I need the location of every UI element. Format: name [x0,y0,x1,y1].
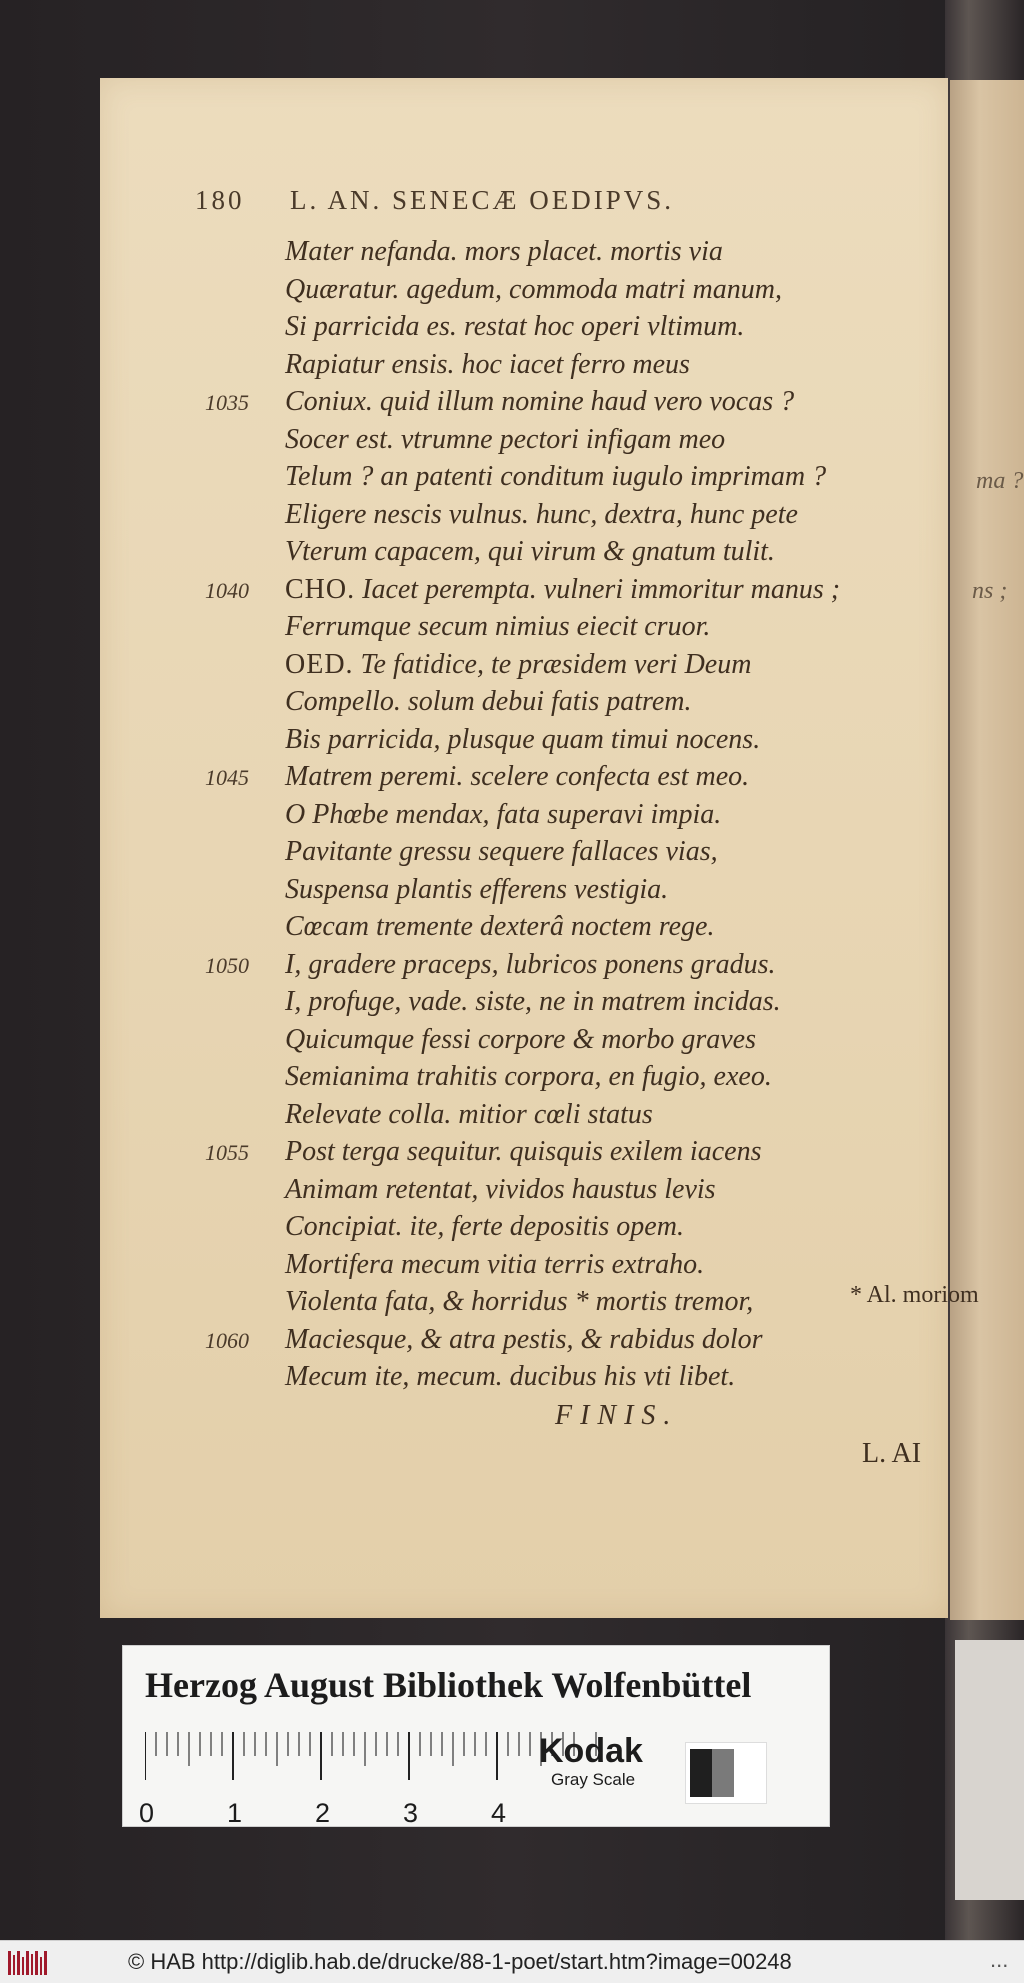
ruler-label: 0 [139,1798,155,1828]
verse-text: Quicumque fessi corpore & morbo graves [285,1024,757,1055]
verse-text: Si parricida es. restat hoc operi vltimum. [285,311,745,342]
verse-line [285,1249,704,1285]
line-number: 1040 [205,578,249,603]
margin-note: * Al. moriom [850,1282,979,1308]
adjacent-page-edge [950,80,1024,1620]
verse-text: Socer est. vtrumne pectori infigam meo [285,424,726,455]
verse-text: Bis parricida, plusque quam timui nocens. [285,724,761,755]
verse-text: O Phœbe mendax, fata superavi impia. [285,799,722,830]
verse-line [285,1061,772,1097]
verse-text: Concipiat. ite, ferte depositis opem. [285,1211,684,1242]
institution-name: Herzog August Bibliothek Wolfenbüttel [145,1665,752,1705]
line-number: 1055 [205,1140,249,1165]
kodak-logo: Kodak [539,1732,643,1770]
adjacent-fragment: ns ; [972,578,1008,604]
verse-text: Te fatidice, te præsidem veri Deum [360,649,752,680]
verse-line [285,236,723,272]
verse-line [285,499,798,535]
color-scale-card [122,1645,830,1827]
verse-line [285,349,690,385]
swatch-white [734,1749,760,1797]
verse-text: Maciesque, & atra pestis, & rabidus dolor [285,1324,763,1355]
verse-text: Compello. solum debui fatis patrem. [285,686,692,717]
verse-line [285,574,840,610]
ruler-label: 2 [315,1798,331,1828]
verse-line [285,761,749,797]
verse-text: Violenta fata, & horridus * mortis tremor, [285,1286,754,1317]
verse-text: Iacet perempta. vulneri immoritur manus ; [362,574,841,605]
ruler-label: 4 [491,1798,507,1828]
verse-text: Suspensa plantis efferens vestigia. [285,874,669,905]
verse-text: Quæratur. agedum, commoda matri manum, [285,274,782,305]
ruler-minor-ticks [156,1732,596,1766]
verse-text: Vterum capacem, qui virum & gnatum tulit. [285,536,775,567]
verse-text: Coniux. quid illum nomine haud vero vocas ? [285,386,795,417]
verse-line [285,1324,763,1360]
verse-line [285,1361,735,1397]
verse-text: I, profuge, vade. siste, ne in matrem incidas. [285,986,781,1017]
ruler-label: 1 [227,1798,243,1828]
speaker-label: OED. [285,649,354,680]
verse-line [285,1211,684,1247]
verse-line [285,611,710,647]
page-number: 180 [195,185,245,215]
verse-text: Rapiatur ensis. hoc iacet ferro meus [285,349,690,380]
verse-text: Semianima trahitis corpora, en fugio, exeo. [285,1061,772,1092]
swatch-black [690,1749,712,1797]
line-number: 1045 [205,765,249,790]
verse-line [285,461,826,497]
verse-line [285,274,782,310]
line-number: 1035 [205,390,249,415]
verse-line [285,874,668,910]
gray-swatches [685,1742,767,1804]
verse-line [285,686,692,722]
verse-line [285,799,721,835]
running-header [195,185,815,225]
swatch-gray [712,1749,734,1797]
verse-line [285,536,775,572]
verse-text: Pavitante gressu sequere fallaces vias, [285,836,718,867]
verse-text: Animam retentat, vividos haustus levis [285,1174,716,1205]
finis-label: FINIS. [555,1400,679,1431]
line-number: 1050 [205,953,249,978]
verse-line [285,1174,716,1210]
verse-text: Mater nefanda. mors placet. mortis via [285,236,723,267]
ruler-label: 3 [403,1798,419,1828]
running-title: L. AN. SENECÆ OEDIPVS. [290,185,675,215]
verse-line [285,986,781,1022]
verse-line [285,949,775,985]
verse-line [285,424,725,460]
verse-line [285,911,714,947]
verse-text: Eligere nescis vulnus. hunc, dextra, hunc pete [285,499,798,530]
verse-line [285,649,751,685]
verse-line [285,1099,653,1135]
verse-line [285,1286,753,1322]
source-link[interactable]: © HAB http://diglib.hab.de/drucke/88-1-poet/start.htm?image=00248 [128,1949,792,1974]
verse-line [285,311,744,347]
verse-text: Ferrumque secum nimius eiecit cruor. [285,611,711,642]
verse-line [285,386,794,422]
gray-scale-label: Gray Scale [551,1770,636,1789]
more-menu-icon[interactable]: ... [990,1947,1009,1972]
verse-text: Post terga sequitur. quisquis exilem iacens [285,1136,762,1167]
verse-text: Matrem peremi. scelere confecta est meo. [285,761,750,792]
adjacent-fragment: ma ? [976,468,1024,494]
verse-text: Cœcam tremente dexterâ noctem rege. [285,911,715,942]
verse-text: Relevate colla. mitior cœli status [285,1099,653,1130]
hab-logo-icon [6,1949,50,1977]
verse-line [285,1024,756,1060]
verse-text: Mortifera mecum vitia terris extraho. [285,1249,705,1280]
verse-line [285,1136,761,1172]
verse-text: Mecum ite, mecum. ducibus his vti libet. [285,1361,736,1392]
verse-line [285,724,760,760]
verse-text: I, gradere praceps, lubricos ponens gradus. [285,949,776,980]
verse-text: Telum ? an patenti conditum iugulo imprimam ? [285,461,827,492]
adjacent-scale-card [955,1640,1024,1900]
speaker-label: CHO. [285,574,356,605]
verse-line [285,836,718,872]
viewer-footer [0,1940,1024,1983]
catchword: L. AI [862,1438,922,1469]
line-number: 1060 [205,1328,249,1353]
